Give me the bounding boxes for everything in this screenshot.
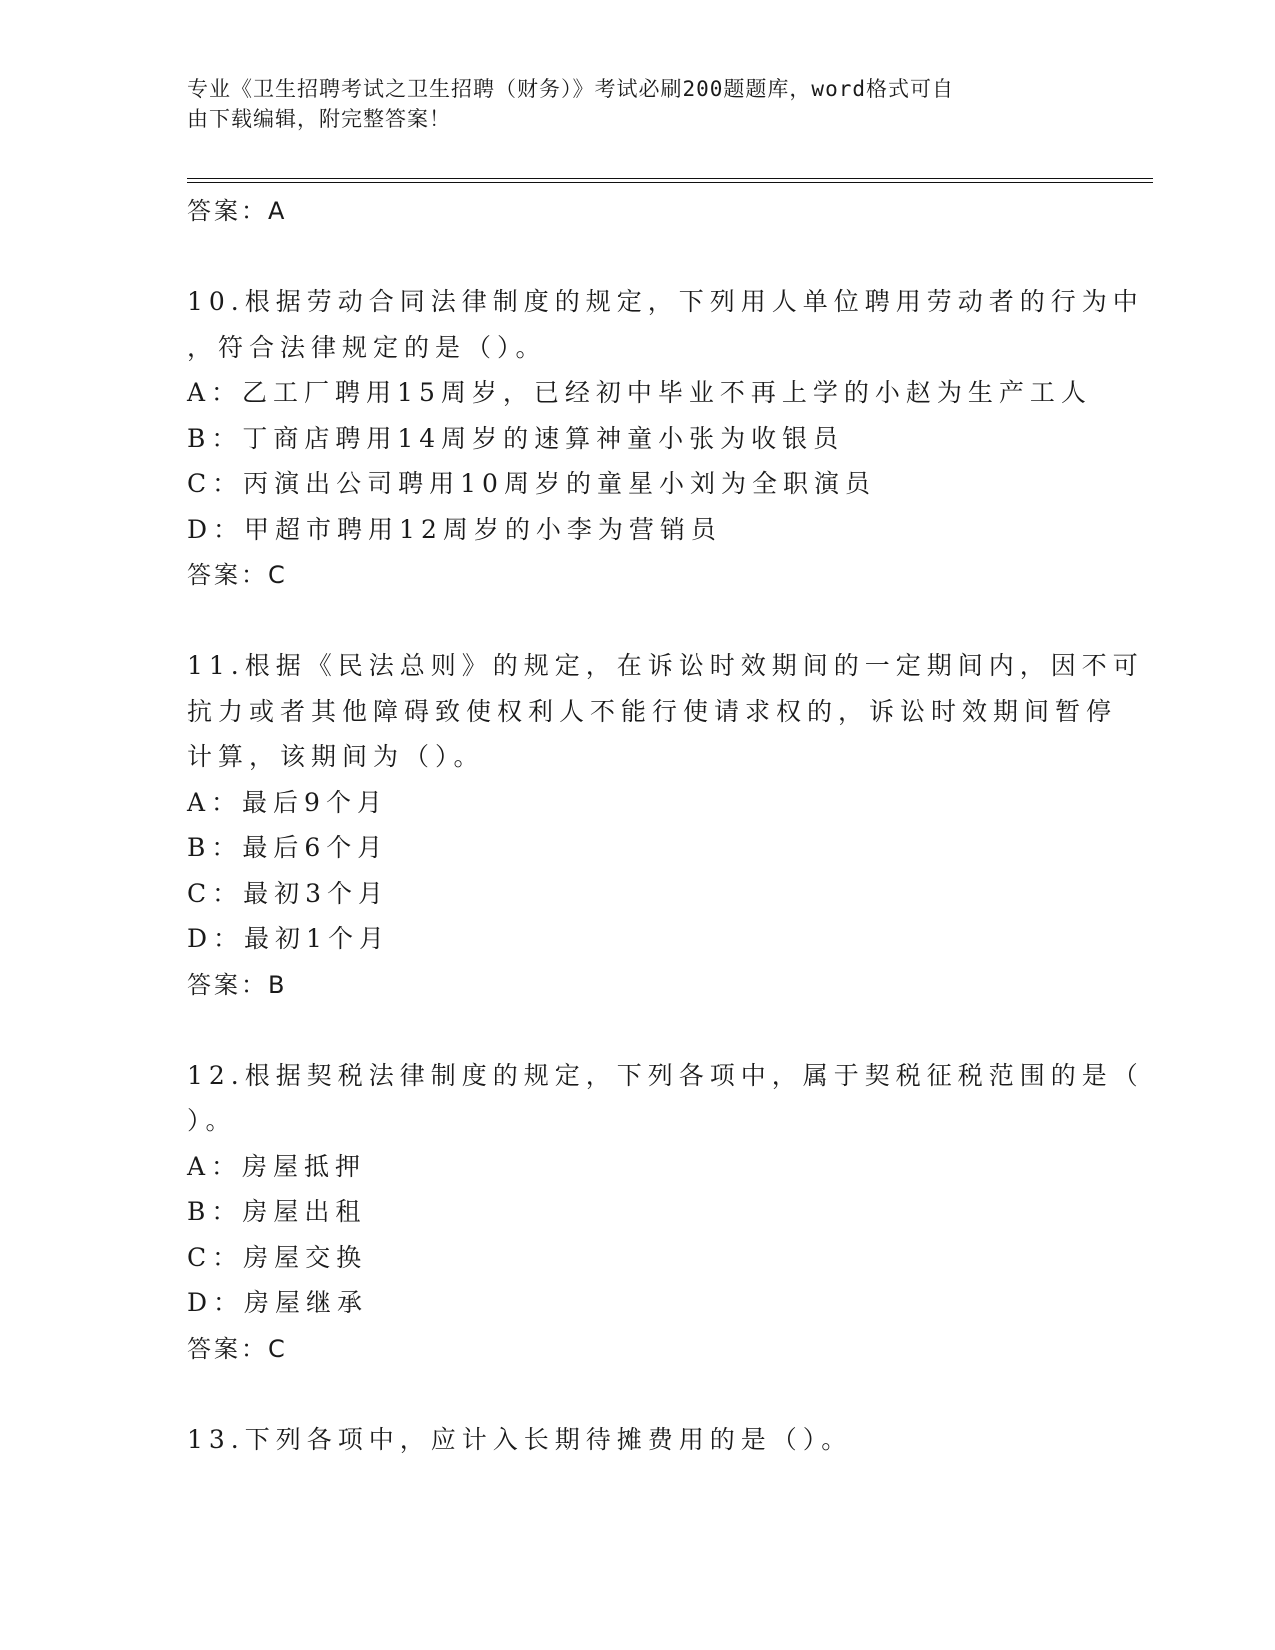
spacer	[187, 1372, 1077, 1417]
question-10-stem-line-2: ，符合法律规定的是（）。	[187, 332, 547, 362]
question-10-stem	[187, 279, 1144, 370]
header-line-2: 由下载编辑，附完整答案！	[187, 107, 451, 131]
question-11-option-d: D：最初1个月	[187, 924, 390, 953]
question-12-option-d: D：房屋继承	[187, 1288, 369, 1317]
question-11-stem	[187, 643, 1144, 780]
question-13-stem-line-1: 13.下列各项中，应计入长期待摊费用的是（）。	[187, 1424, 853, 1454]
spacer	[187, 1008, 1077, 1053]
question-10-option-c: C：丙演出公司聘用10周岁的童星小刘为全职演员	[187, 469, 876, 498]
question-12-stem-line-2: ）。	[187, 1106, 237, 1135]
header-rule-top	[187, 178, 1153, 179]
question-12-answer: 答案：C	[187, 1334, 288, 1363]
question-12-stem	[187, 1053, 1144, 1144]
question-11-stem-line-3: 计算，该期间为（）。	[187, 742, 485, 771]
question-10-option-a: A：乙工厂聘用15周岁，已经初中毕业不再上学的小赵为生产工人	[187, 378, 1092, 407]
question-11-stem-line-1: 11.根据《民法总则》的规定，在诉讼时效期间的一定期间内，因不可	[187, 651, 1144, 680]
question-10-answer: 答案：C	[187, 561, 288, 589]
question-11-option-a: A：最后9个月	[187, 787, 388, 817]
spacer	[187, 598, 1077, 643]
question-10-stem-line-1: 10.根据劳动合同法律制度的规定，下列用人单位聘用劳动者的行为中	[187, 287, 1144, 316]
document-header	[187, 74, 1067, 134]
question-list	[187, 188, 1144, 1462]
question-10-option-b: B：丁商店聘用14周岁的速算神童小张为收银员	[187, 423, 845, 453]
question-11-option-c: C：最初3个月	[187, 878, 390, 908]
question-13-stem	[187, 1417, 1077, 1463]
header-line-1: 专业《卫生招聘考试之卫生招聘（财务）》考试必刷200题题库，word格式可自	[187, 77, 954, 101]
question-10-option-d: D：甲超市聘用12周岁的小李为营销员	[187, 514, 722, 544]
header-rule-bottom	[187, 182, 1153, 183]
answer-prev: 答案：A	[187, 197, 288, 225]
question-12-option-a: A：房屋抵押	[187, 1151, 367, 1181]
question-11-option-b: B：最后6个月	[187, 833, 389, 862]
question-12-option-b: B：房屋出租	[187, 1197, 367, 1226]
question-12-stem-line-1: 12.根据契税法律制度的规定，下列各项中，属于契税征税范围的是（	[187, 1060, 1144, 1090]
question-12-option-c: C：房屋交换	[187, 1242, 368, 1272]
question-11-stem-line-2: 抗力或者其他障碍致使权利人不能行使请求权的，诉讼时效期间暂停	[187, 696, 1118, 726]
spacer	[187, 234, 1077, 279]
question-11-answer: 答案：B	[187, 970, 288, 999]
